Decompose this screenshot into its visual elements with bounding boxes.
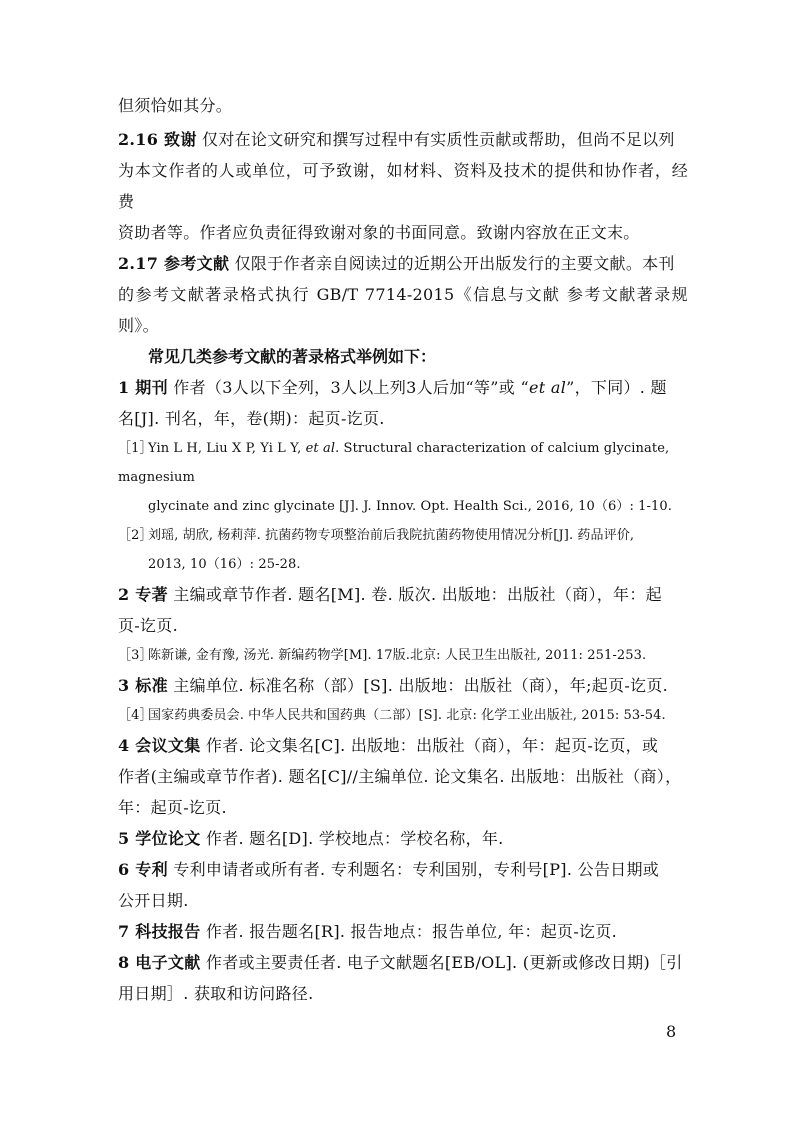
examples-heading: 常见几类参考文献的著录格式举例如下：	[148, 347, 437, 366]
ref-type-patent: 6 专利 专利申请者或所有者. 专利题名：专利国别，专利号[P]. 公告日期或 公开日期.	[118, 860, 660, 910]
document-page	[118, 90, 688, 1009]
paragraph-continuation: 但须恰如其分。	[118, 96, 233, 115]
ref-type-proceedings: 4 会议文集 作者. 论文集名[C]. 出版地：出版社（商），年：起页-讫页，或 作者(主编或章节作者). 题名[C]//主编单位. 论文集名. 出版地：出版社（商）， 年：起页-讫页.	[118, 736, 682, 817]
page-number: 8	[666, 1022, 677, 1041]
reference-example-3: ［3］陈新谦, 金有豫, 汤光. 新编药物学[M]. 17版.北京: 人民卫生出版社, 2011: 251-253.	[118, 648, 647, 663]
ref-type-journal: 1 期刊 作者（3人以下全列，3人以上列3人后加“等”或 “et al”，下同）. 题 名[J]. 刊名，年，卷(期)：起页-讫页.	[118, 378, 667, 428]
ref-type-electronic: 8 电子文献 作者或主要责任者. 电子文献题名[EB/OL]. (更新或修改日期)［引 用日期］. 获取和访问路径.	[118, 953, 683, 1003]
ref-type-tech-report: 7 科技报告 作者. 报告题名[R]. 报告地点：报告单位, 年：起页-讫页.	[118, 922, 618, 941]
ref-type-dissertation: 5 学位论文 作者. 题名[D]. 学校地点：学校名称，年.	[118, 829, 504, 848]
ref-type-monograph: 2 专著 主编或章节作者. 题名[M]. 卷. 版次. 出版地：出版社（商），年：起 页-讫页.	[118, 585, 662, 635]
section-label: 2.16 致谢	[118, 130, 197, 149]
reference-example-1: ［1］Yin L H, Liu X P, Yi L Y, et al. Structural characterization of calcium glycinate, magnesium glycinate and zinc glycinate [J]. J. Innov. Opt. Health Sci., 2016, 10（6）: 1-10.	[118, 441, 672, 514]
section-2-16-acknowledgement: 2.16 致谢 仅对在论文研究和撰写过程中有实质性贡献或帮助，但尚不足以列 为本文作者的人或单位，可予致谢，如材料、资料及技术的提供和协作者，经费 资助者等。作者应负责征得致谢对象的书面同意。致谢内容放在正文末。	[118, 130, 688, 242]
reference-example-4: ［4］国家药典委员会. 中华人民共和国药典（二部）[S]. 北京: 化学工业出版社, 2015: 53-54.	[118, 708, 666, 723]
section-2-17-references: 2.17 参考文献 仅限于作者亲自阅读过的近期公开出版发行的主要文献。本刊 的参考文献著录格式执行 GB/T 7714-2015《信息与文献 参考文献著录规则》。	[118, 254, 688, 335]
reference-example-2: ［2］刘瑶, 胡欣, 杨莉萍. 抗菌药物专项整治前后我院抗菌药物使用情况分析[J]. 药品评价, 2013, 10（16）: 25-28.	[118, 528, 635, 572]
ref-type-standard: 3 标准 主编单位. 标准名称（部）[S]. 出版地：出版社（商），年;起页-讫页.	[118, 676, 669, 695]
section-label: 2.17 参考文献	[118, 254, 230, 273]
